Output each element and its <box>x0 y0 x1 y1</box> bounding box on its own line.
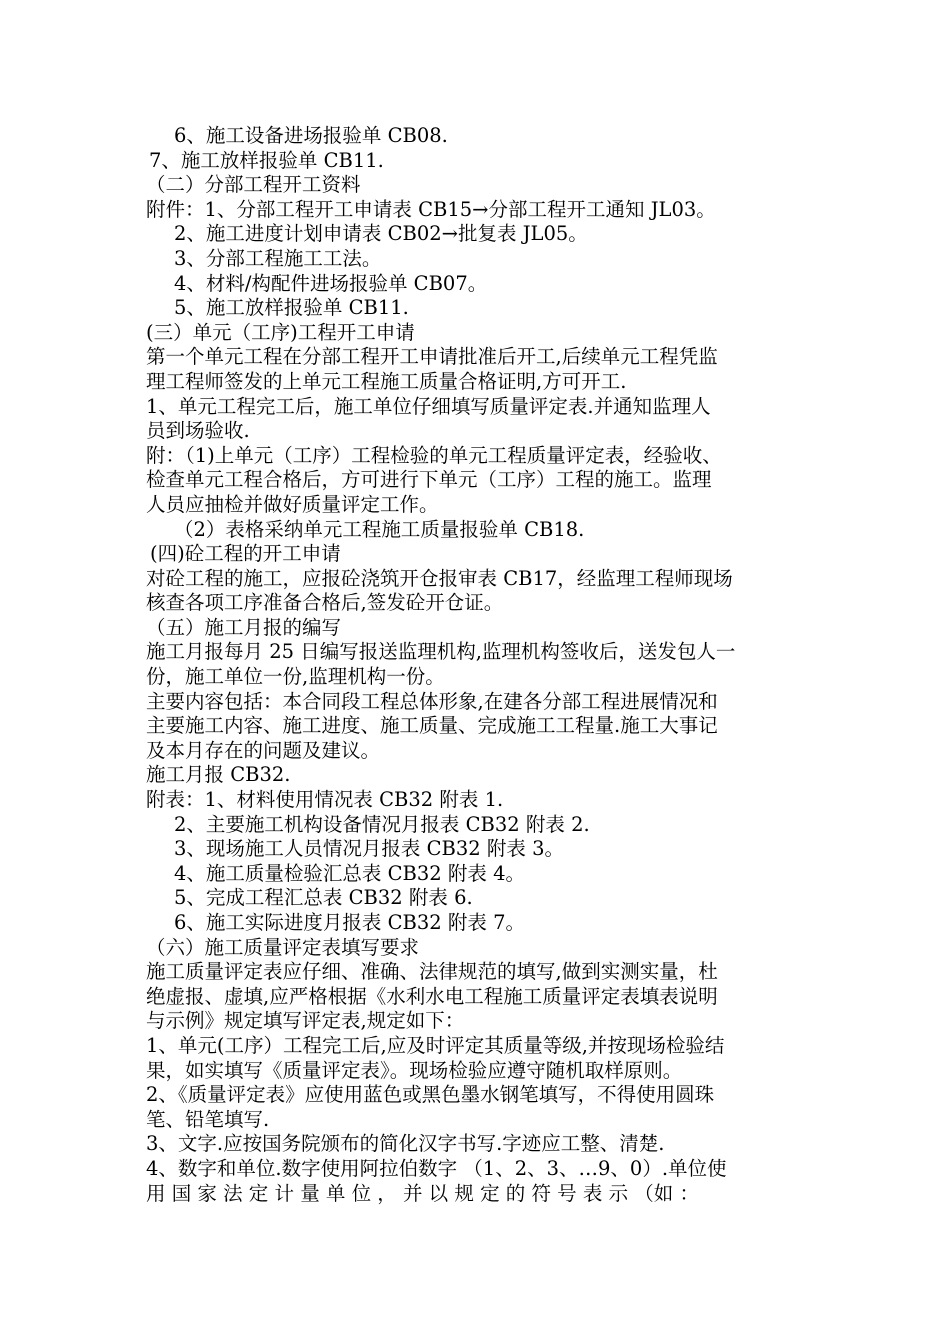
document-body <box>146 124 818 1206</box>
text-line: 用 国 家 法 定 计 量 单 位 ， 并 以 规 定 的 符 号 表 示 （如 ： <box>146 1181 699 1205</box>
text-line: 施工月报 CB32. <box>146 763 291 787</box>
text-line: 1、单元工程完工后，施工单位仔细填写质量评定表.并通知监理人 <box>146 394 711 418</box>
text-line: 2、施工进度计划申请表 CB02→批复表 JL05。 <box>174 222 588 246</box>
text-line: 5、完成工程汇总表 CB32 附表 6. <box>174 886 473 910</box>
text-line: 7、施工放样报验单 CB11. <box>149 148 384 172</box>
text-line: 4、施工质量检验汇总表 CB32 附表 4。 <box>174 861 525 885</box>
text-line: 6、施工设备进场报验单 CB08. <box>174 124 448 147</box>
text-line: 份，施工单位一份,监理机构一份。 <box>146 665 445 689</box>
text-line: 果，如实填写《质量评定表》。现场检验应遵守随机取样原则。 <box>146 1058 683 1082</box>
text-line: 3、现场施工人员情况月报表 CB32 附表 3。 <box>174 837 564 861</box>
text-line: 附：（1)上单元（工序）工程检验的单元工程质量评定表，经验收、 <box>146 443 722 467</box>
text-line: 主要内容包括：本合同段工程总体形象,在建各分部工程进展情况和 <box>146 689 718 713</box>
text-line: 4、数字和单位.数字使用阿拉伯数字 （1、2、3、…9、0）.单位使 <box>146 1156 727 1180</box>
section-heading: (三）单元（工序)工程开工申请 <box>146 320 415 344</box>
text-line: 主要施工内容、施工进度、施工质量、完成施工工程量.施工大事记 <box>146 714 718 738</box>
section-heading: (四)砼工程的开工申请 <box>150 542 341 566</box>
text-line: 6、施工实际进度月报表 CB32 附表 7。 <box>174 911 525 934</box>
text-line: 施工质量评定表应仔细、准确、法律规范的填写,做到实测实量，杜 <box>146 960 718 984</box>
text-line: 附件：1、分部工程开工申请表 CB15→分部工程开工通知 JL03。 <box>146 197 716 221</box>
text-line: 检查单元工程合格后，方可进行下单元（工序）工程的施工。监理 <box>146 468 712 492</box>
section-heading: （二）分部工程开工资料 <box>146 173 361 197</box>
text-line: 理工程师签发的上单元工程施工质量合格证明,方可开工. <box>146 369 627 393</box>
text-line: 3、分部工程施工工法。 <box>174 246 382 270</box>
text-line: 施工月报每月 25 日编写报送监理机构,监理机构签收后，送发包人一 <box>146 640 736 664</box>
text-line: 附表：1、材料使用情况表 CB32 附表 1. <box>146 788 504 812</box>
text-line: 4、材料/构配件进场报验单 CB07。 <box>174 271 488 295</box>
text-line: 1、单元(工序）工程完工后,应及时评定其质量等级,并按现场检验结 <box>146 1033 725 1057</box>
text-line: （2）表格采纳单元工程施工质量报验单 CB18. <box>174 517 585 541</box>
text-line: 绝虚报、虚填,应严格根据《水利水电工程施工质量评定表填表说明 <box>146 984 718 1008</box>
text-line: 2、主要施工机构设备情况月报表 CB32 附表 2. <box>174 812 590 836</box>
text-line: 3、文字.应按国务院颁布的简化汉字书写.字迹应工整、清楚. <box>146 1132 665 1156</box>
text-line: 2、《质量评定表》应使用蓝色或黑色墨水钢笔填写，不得使用圆珠 <box>146 1083 715 1107</box>
text-line: 人员应抽检并做好质量评定工作。 <box>146 492 439 516</box>
text-line: 5、施工放样报验单 CB11. <box>174 296 409 320</box>
text-line: 第一个单元工程在分部工程开工申请批准后开工,后续单元工程凭监 <box>146 345 718 369</box>
text-line: 与示例》规定填写评定表,规定如下： <box>146 1009 465 1033</box>
text-line: 及本月存在的问题及建议。 <box>146 738 381 762</box>
section-heading: （五）施工月报的编写 <box>146 615 342 639</box>
text-line: 员到场验收. <box>146 419 250 443</box>
section-heading: （六）施工质量评定表填写要求 <box>146 935 420 959</box>
text-line: 笔、铅笔填写. <box>146 1107 270 1131</box>
text-line: 核查各项工序准备合格后,签发砼开仓证。 <box>146 591 504 615</box>
text-line: 对砼工程的施工，应报砼浇筑开仓报审表 CB17，经监理工程师现场 <box>146 566 733 590</box>
